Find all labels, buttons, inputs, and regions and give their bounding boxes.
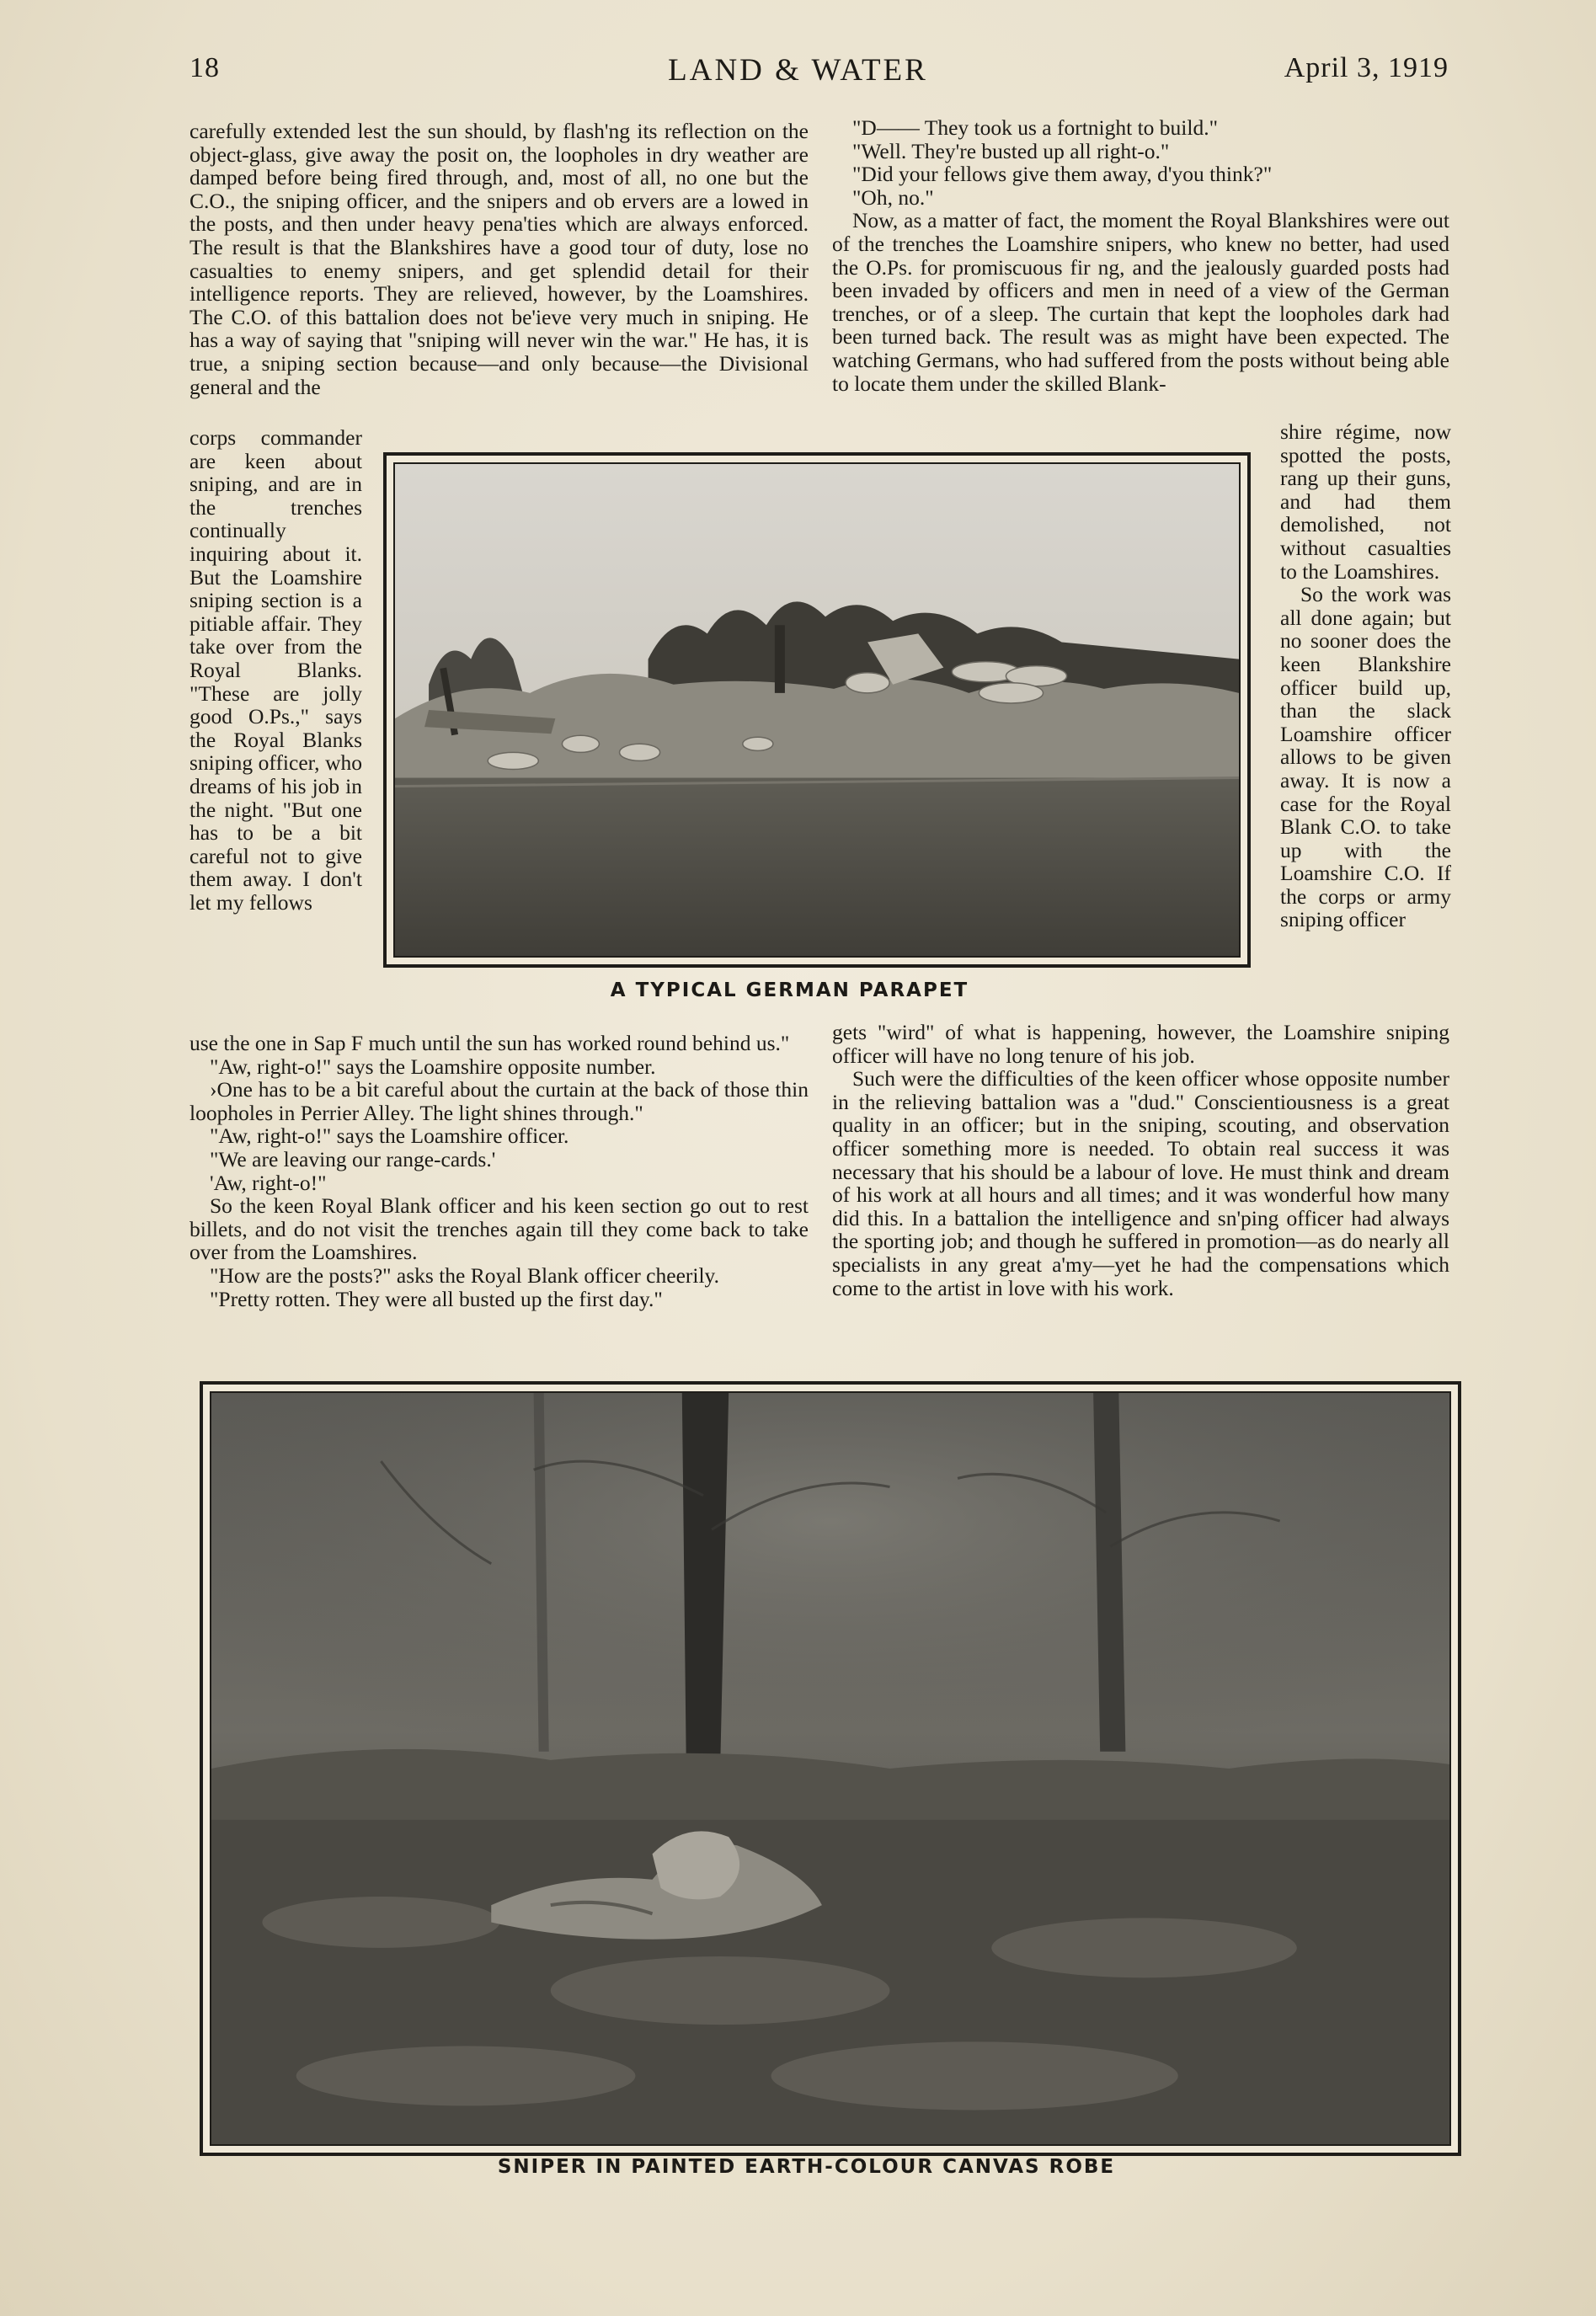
right-column-top: [832, 116, 1449, 395]
right-dialogue-line: "Oh, no.": [852, 184, 934, 210]
right-paragraph-narrow: shire régime, now spotted the posts, rang up their guns, and had them demolished, not without casualties to the Loamshires.: [1280, 419, 1451, 584]
left-dialogue-line: "How are the posts?" asks the Royal Blank officer cheerily.: [210, 1262, 720, 1288]
right-paragraph: Such were the difficulties of the keen officer whose opposite number in the relieving battalion was a "dud." Conscientiousness is a great quality in an officer; but in the sniping, scouting, and observation officer something more is needed. To obtain real success it was necessary that his should be a labour of love. He must think and dream of his work at all hours and all times; and it was wonderful how many did this. In a battalion the intelligence and sn'ping officer had always the sporting job; and though he suffered in promotion—as do nearly all specialists in any great a'my—yet he had the compensations which come to the artist in love with his work.: [832, 1066, 1449, 1300]
sniper-photo: [210, 1391, 1451, 2146]
left-column-top: [189, 120, 809, 398]
left-dialogue-line: "Aw, right-o!" says the Loamshire officer.: [210, 1123, 569, 1149]
left-paragraph-top: carefully extended lest the sun should, by flash'ng its reflection on the object-glass, give away the posit on, the loopholes in dry weather are damped before being fired through, and, most of all, no one but the C.O., the sniping officer, and the snipers and ob ervers are a lowed in the posts, and then under heavy pena'ties which are always enforced. The result is that the Blankshires have a good tour of duty, lose no casualties to enemy snipers, and get splendid detail for their intelligence reports. They are relieved, however, by the Loamshires. The C.O. of this battalion does not be'ieve very much in sniping. He has a way of saying that "sniping will never win the war." He has, it is true, a sniping section because—and only because—the Divisional general and the: [189, 119, 809, 399]
parapet-caption: A TYPICAL GERMAN PARAPET: [610, 979, 969, 1001]
right-dialogue-line: "D—— They took us a fortnight to build.": [852, 115, 1218, 140]
sniper-caption: SNIPER IN PAINTED EARTH-COLOUR CANVAS ROBE: [497, 2156, 1116, 2178]
right-paragraph-continuation: gets "wird" of what is happening, however, the Loamshire sniping officer will have no long tenure of his job.: [832, 1020, 1449, 1068]
left-dialogue-line: ›One has to be a bit careful about the curtain at the back of those thin loopholes in Perrier Alley. The light shines through.": [189, 1077, 809, 1125]
right-paragraph-narrow: So the work was all done again; but no sooner does the keen Blankshire officer build up, than the slack Loamshire officer allows to be given away. It is now a case for the Royal Blank C.O. to take up with the Loamshire C.O. If the corps or army sniping officer: [1280, 582, 1451, 932]
right-column-bottom: [832, 1021, 1449, 1299]
issue-date: April 3, 1919: [1284, 52, 1449, 83]
left-dialogue-line: 'Aw, right-o!": [210, 1170, 327, 1195]
right-column-narrow: [1280, 420, 1451, 931]
left-column-bottom: [189, 1032, 809, 1310]
sniper-photo-frame: [200, 1381, 1461, 2156]
right-dialogue-line: "Did your fellows give them away, d'you think?": [852, 162, 1273, 187]
left-column-narrow: [189, 426, 362, 914]
page-number: 18: [189, 52, 220, 83]
left-paragraph-narrow: corps commander are keen about sniping, and are in the trenches continually inquiring about it. But the Loamshire sniping section is a pitiable affair. They take over from the Royal Blanks. "These are jolly good O.Ps.," says the Royal Blanks sniping officer, who dreams of his job in the night. "But one has to be a bit careful not to give them away. I don't let my fellows: [189, 425, 362, 915]
right-paragraph: Now, as a matter of fact, the moment the Royal Blankshires were out of the trenches the Loamshire snipers, who knew no better, had used the O.Ps. for promiscuous fir ng, and the jealously guarded posts had been invaded by officers and men in need of a view of the German trenches, or of a sleep. The curtain that kept the loopholes dark had been turned back. The result was as might have been expected. The watching Germans, who had suffered from the posts without being able to locate them under the skilled Blank-: [832, 208, 1449, 396]
left-paragraph: So the keen Royal Blank officer and his keen section go out to rest billets, and do not visit the trenches again till they come back to take over from the Loamshires.: [189, 1193, 809, 1265]
parapet-photo: [393, 462, 1241, 958]
parapet-photo-frame: [383, 452, 1251, 968]
left-dialogue-line: "We are leaving our range-cards.': [210, 1146, 496, 1171]
left-dialogue-line: "Pretty rotten. They were all busted up the first day.": [210, 1286, 663, 1311]
left-dialogue-line: "Aw, right-o!" says the Loamshire opposite number.: [210, 1054, 656, 1079]
left-paragraph-continuation: use the one in Sap F much until the sun has worked round behind us.": [189, 1031, 790, 1055]
publication-title: LAND & WATER: [668, 53, 928, 88]
right-dialogue-line: "Well. They're busted up all right-o.": [852, 138, 1170, 163]
